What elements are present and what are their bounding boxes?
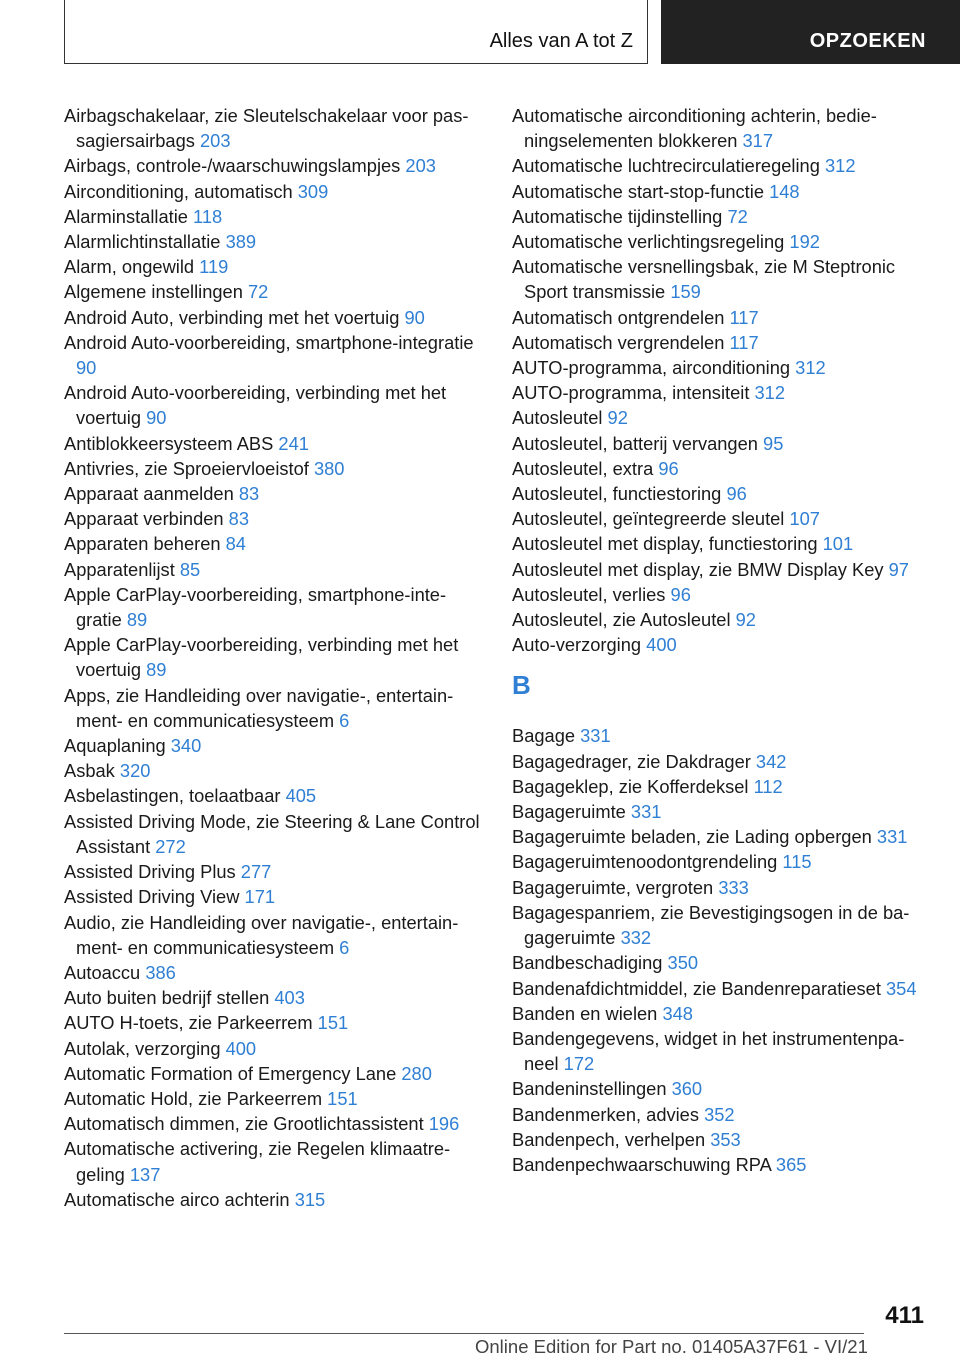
index-term: Automatisch dimmen, zie Grootlichtassistent [64,1113,424,1135]
index-entry [512,900,932,950]
footer-edition: Online Edition for Part no. 01405A37F61 - VI/21 [475,1336,868,1357]
index-term: Audio, zie Handleiding over navigatie-, entertainment- en communicatiesysteem [64,911,459,958]
index-term: Automatische verlichtingsregeling [512,231,785,253]
index-entry [512,330,932,355]
page-link[interactable]: 277 [240,861,272,883]
page-link[interactable]: 72 [247,281,269,303]
index-entry [512,774,932,799]
index-entry [512,204,932,229]
index-term: Automatische airconditioning achterin, bedieningselementen blokkeren [512,105,877,152]
page-link[interactable]: 360 [671,1078,703,1100]
page-link[interactable]: 6 [339,709,350,731]
index-group-a [512,103,932,657]
index-term: Autosleutel, geïntegreerde sleutel [512,508,785,530]
index-term: Bagageruimte, vergroten [512,876,714,898]
header-tab-label: OPZOEKEN [809,30,926,52]
index-term: Auto-verzorging [512,634,642,656]
index-entry [512,950,932,975]
page-link[interactable]: 353 [710,1128,741,1150]
index-term: Alarminstallatie [64,205,188,227]
page-link[interactable]: 331 [630,801,662,823]
index-entry [64,1187,482,1212]
index-entry [512,824,932,849]
index-term: Alarmlichtinstallatie [64,231,221,253]
index-term: Autosleutel, verlies [512,583,666,605]
index-column-right [512,103,932,1177]
index-term: Asbak [64,760,115,782]
index-term: Antiblokkeersysteem ABS [64,432,274,454]
index-term: Bagage [512,725,576,747]
page-link[interactable]: 96 [670,583,691,605]
page-link[interactable]: 6 [339,936,350,958]
page-link[interactable]: 90 [76,357,97,379]
index-entry [512,557,932,582]
index-entry [64,557,482,582]
index-term: AUTO-programma, airconditioning [512,357,791,379]
index-entry [512,355,932,380]
index-term: Apparaten beheren [64,533,221,555]
page-link[interactable]: 89 [126,609,148,631]
page-link[interactable]: 112 [753,775,783,797]
page-link[interactable]: 151 [327,1087,358,1109]
index-term: Autoaccu [64,961,141,983]
index-term: Bagagedrager, zie Dakdrager [512,750,751,772]
index-entry [64,1086,482,1111]
index-entry [512,582,932,607]
page-link[interactable]: 90 [146,407,167,429]
page-link[interactable]: 350 [667,952,699,974]
index-entry [512,607,932,632]
page-link[interactable]: 172 [563,1053,595,1075]
page-link[interactable]: 118 [193,205,223,227]
page-link[interactable]: 96 [726,483,747,505]
index-entry [64,683,482,733]
page-link[interactable]: 83 [238,483,260,505]
index-entry [512,1127,932,1152]
index-entry [64,910,482,960]
index-entry [512,1076,932,1101]
index-entry [64,506,482,531]
index-term: Autosleutel, functiestoring [512,483,722,505]
index-term: Banden en wielen [512,1002,658,1024]
page-link[interactable]: 309 [297,180,329,202]
index-term: Bandenafdichtmiddel, zie Bandenreparatieset [512,977,881,999]
page-link[interactable]: 331 [876,826,908,848]
index-term: Assisted Driving Plus [64,861,236,883]
index-term: Bandenmerken, advies [512,1103,699,1125]
index-entry [64,380,482,430]
index-entry [512,1152,932,1177]
header-tab[interactable] [661,0,960,64]
index-term: Automatisch ontgrendelen [512,306,725,328]
index-term: Apparaat aanmelden [64,483,234,505]
index-term: Bagagespanriem, zie Bevestigingsogen in de bagageruimte [512,901,910,949]
index-term: Alarm, ongewild [64,256,195,278]
page-link[interactable]: 90 [404,306,425,328]
index-entry [512,799,932,824]
index-entry [64,809,482,859]
index-entry [64,431,482,456]
index-entry [512,179,932,204]
index-entry [64,229,482,254]
index-term: Airbags, controle-/waarschuwingslampjes [64,155,401,177]
index-entry [64,582,482,632]
page-link[interactable]: 380 [313,457,345,479]
index-entry [64,960,482,985]
page-link[interactable]: 348 [662,1002,693,1024]
page-link[interactable]: 352 [704,1103,735,1125]
page-link[interactable]: 389 [225,231,257,253]
index-entry [64,859,482,884]
index-entry [64,254,482,279]
page-number: 411 [885,1302,924,1329]
index-term: Automatische start-stop-functie [512,180,764,202]
page-link[interactable]: 101 [822,533,854,555]
index-entry [64,531,482,556]
page-link[interactable]: 405 [285,785,317,807]
page-link[interactable]: 151 [317,1012,349,1034]
index-term: Bandeninstellingen [512,1078,667,1100]
index-entry [512,1026,932,1076]
index-term: Apple CarPlay-voorbereiding, smartphone-integratie [64,583,447,631]
index-entry [64,1010,482,1035]
index-entry [64,1111,482,1136]
index-entry [512,749,932,774]
page-link[interactable]: 312 [754,382,786,404]
index-term: Automatic Hold, zie Parkeerrem [64,1087,323,1109]
index-term: Automatische airco achterin [64,1188,290,1210]
index-entry [64,1136,482,1186]
index-entry [512,481,932,506]
page-link[interactable]: 317 [742,130,774,152]
index-term: Autosleutel, batterij vervangen [512,432,758,454]
page-link[interactable]: 117 [729,331,759,353]
index-term: Android Auto-voorbereiding, smartphone-integratie [64,331,474,353]
index-entry [64,481,482,506]
index-entry [64,204,482,229]
index-entry [512,254,932,304]
page-link[interactable]: 192 [789,231,820,253]
index-entry [64,733,482,758]
index-term: Bagageruimte beladen, zie Lading opbergen [512,826,872,848]
page-link[interactable]: 159 [670,281,701,303]
page-link[interactable]: 83 [228,508,250,530]
index-entry [64,884,482,909]
page-link[interactable]: 148 [769,180,800,202]
page-link[interactable]: 340 [170,735,202,757]
index-term: Bandenpech, verhelpen [512,1128,706,1150]
index-entry [512,229,932,254]
index-entry [64,330,482,380]
index-entry [64,632,482,682]
page-link[interactable]: 97 [888,558,909,580]
index-term: Algemene instellingen [64,281,243,303]
page-link[interactable]: 117 [729,306,759,328]
index-entry [64,783,482,808]
index-term: Aquaplaning [64,735,166,757]
index-term: Bagageruimtenoodontgrendeling [512,851,778,873]
index-group-b [512,723,932,1177]
page-link[interactable]: 400 [646,634,677,656]
footer-divider [64,1333,864,1334]
index-entry [64,1036,482,1061]
index-entry [512,531,932,556]
index-term: Autosleutel, zie Autosleutel [512,609,731,631]
section-letter-b: B [512,670,531,701]
page-link[interactable]: 280 [401,1062,432,1084]
page-link[interactable]: 96 [658,457,679,479]
index-entry [512,723,932,748]
index-term: AUTO-programma, intensiteit [512,382,750,404]
index-term: Autosleutel [512,407,603,429]
index-entry [64,279,482,304]
index-term: Bandenpechwaarschuwing RPA [512,1153,771,1175]
page-link[interactable]: 84 [225,533,246,555]
index-entry [512,632,932,657]
index-entry [64,179,482,204]
index-term: Autosleutel met display, functiestoring [512,533,818,555]
index-entry [64,305,482,330]
index-entry [64,985,482,1010]
page-link[interactable]: 137 [129,1163,161,1185]
index-entry [512,103,932,153]
index-term: Assisted Driving View [64,886,240,908]
page-link[interactable]: 386 [145,961,176,983]
index-term: Auto buiten bedrijf stellen [64,987,270,1009]
index-entry [512,305,932,330]
page-link[interactable]: 92 [735,609,756,631]
page-link[interactable]: 89 [146,659,167,681]
index-term: Android Auto, verbinding met het voertuig [64,306,400,328]
index-column-left [64,103,482,1212]
page-link[interactable]: 115 [782,851,812,873]
header-section-box [64,0,648,64]
index-term: Bandbeschadiging [512,952,663,974]
index-term: Bagageruimte [512,801,626,823]
page-link[interactable]: 272 [155,835,186,857]
index-term: Apps, zie Handleiding over navigatie-, entertainment- en communicatiesysteem [64,684,454,731]
index-term: Bagageklep, zie Kofferdeksel [512,775,749,797]
index-term: Apparatenlijst [64,558,175,580]
page-link[interactable]: 315 [294,1188,326,1210]
index-term: Airbagschakelaar, zie Sleutelschakelaar voor passagiersairbags [64,105,469,152]
page-link[interactable]: 354 [886,977,917,999]
page-link[interactable]: 92 [607,407,628,429]
index-term: Apparaat verbinden [64,508,224,530]
index-entry [512,506,932,531]
page-link[interactable]: 332 [620,927,652,949]
index-term: Automatische activering, zie Regelen klimaatregeling [64,1138,451,1185]
index-entry [64,758,482,783]
page-link[interactable]: 403 [274,987,305,1009]
index-entry [64,456,482,481]
page-link[interactable]: 312 [824,155,856,177]
index-term: Airconditioning, automatisch [64,180,293,202]
page-link[interactable]: 85 [179,558,201,580]
index-entry [512,380,932,405]
index-term: Asbelastingen, toelaatbaar [64,785,281,807]
page-link[interactable]: 72 [727,205,748,227]
page-link[interactable]: 171 [244,886,276,908]
index-term: Autosleutel, extra [512,457,654,479]
page-link[interactable]: 241 [278,432,309,454]
page-link[interactable]: 119 [199,256,229,278]
index-entry [512,431,932,456]
index-entry [512,405,932,430]
page-link[interactable]: 331 [580,725,611,747]
index-term: Apple CarPlay-voorbereiding, verbinding met het voertuig [64,634,459,681]
page-link[interactable]: 400 [225,1037,257,1059]
index-term: Automatische luchtrecirculatieregeling [512,155,820,177]
index-entry [64,1061,482,1086]
index-term: Automatische tijdinstelling [512,205,723,227]
page-link[interactable]: 203 [199,130,231,152]
index-entry [512,1001,932,1026]
page-link[interactable]: 203 [405,155,436,177]
index-term: Automatic Formation of Emergency Lane [64,1062,397,1084]
page-link[interactable]: 312 [795,357,826,379]
page-link[interactable]: 342 [755,750,787,772]
page-link[interactable]: 196 [428,1113,460,1135]
page-link[interactable]: 95 [763,432,784,454]
index-entry [512,153,932,178]
index-entry [512,849,932,874]
index-entry [64,103,482,153]
page-link[interactable]: 365 [775,1153,807,1175]
index-term: Antivries, zie Sproeiervloeistof [64,457,309,479]
index-term: Android Auto-voorbereiding, verbinding met het voertuig [64,382,447,429]
index-entry [64,153,482,178]
page-link[interactable]: 333 [718,876,749,898]
page-link[interactable]: 107 [789,508,820,530]
index-term: AUTO H-toets, zie Parkeerrem [64,1012,313,1034]
index-term: Bandengegevens, widget in het instrumentenpaneel [512,1027,905,1075]
index-entry [512,1102,932,1127]
index-entry [512,976,932,1001]
index-term: Autosleutel met display, zie BMW Display Key [512,558,884,580]
index-term: Autolak, verzorging [64,1037,221,1059]
index-entry [512,875,932,900]
index-entry [512,456,932,481]
index-term: Automatische versnellingsbak, zie M Steptronic Sport transmissie [512,256,896,303]
index-term: Automatisch vergrendelen [512,331,725,353]
page-link[interactable]: 320 [119,760,151,782]
index-term: Assisted Driving Mode, zie Steering & Lane Control Assistant [64,810,480,857]
header-section-title: Alles van A tot Z [489,30,633,52]
